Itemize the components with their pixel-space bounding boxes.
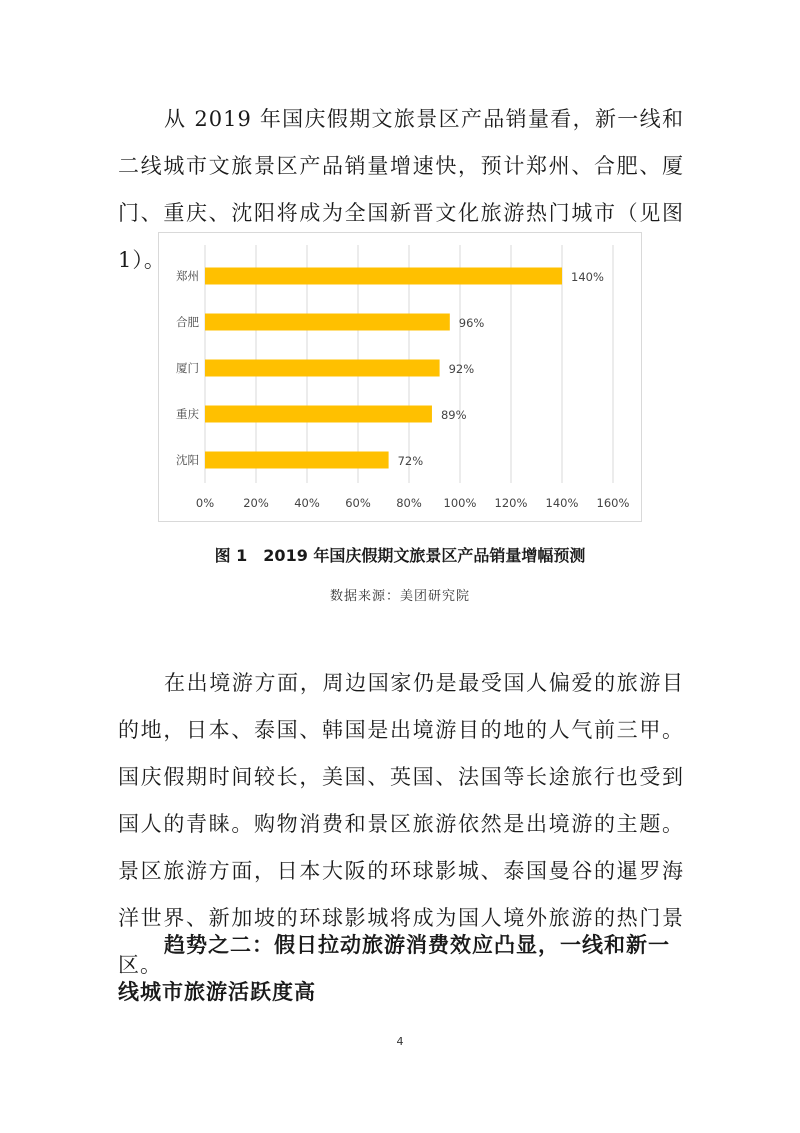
x-tick-label: 120% [494,496,528,510]
x-tick-label: 140% [545,496,579,510]
bar [205,406,432,423]
figure-caption: 图 1 2019 年国庆假期文旅景区产品销量增幅预测 [214,546,586,565]
category-label: 沈阳 [176,453,199,467]
data-label: 92% [448,362,475,376]
x-tick-label: 160% [596,496,630,510]
section-heading: 趋势之二：假日拉动旅游消费效应凸显，一线和新一线城市旅游活跃度高 [118,933,670,1004]
data-label: 140% [571,270,604,284]
data-label: 72% [397,454,424,468]
bar [205,314,450,331]
bar [205,268,562,285]
x-tick-label: 80% [396,496,422,510]
outbound-travel-paragraph: 在出境游方面，周边国家仍是最受国人偏爱的旅游目的地，日本、泰国、韩国是出境游目的地的人气前三甲。国庆假期时间较长，美国、英国、法国等长途旅行也受到国人的青睐。购物消费和景区旅游依然是出境游的主题。景区旅游方面，日本大阪的环球影城、泰国曼谷的暹罗海洋世界、新加坡的环球影城将成为国人境外旅游的热门景区。 [118,671,684,977]
figure-source: 数据来源：美团研究院 [329,589,470,604]
category-label: 合肥 [176,315,199,329]
bar-chart [158,232,642,522]
category-label: 重庆 [176,407,199,421]
x-tick-label: 100% [443,496,477,510]
bar [205,452,389,469]
x-tick-label: 0% [195,496,215,510]
bar-chart-canvas [159,233,643,523]
data-label: 96% [458,316,485,330]
x-tick-label: 20% [243,496,269,510]
bar [205,360,440,377]
category-label: 郑州 [176,269,199,283]
data-label: 89% [440,408,467,422]
x-tick-label: 40% [294,496,320,510]
x-tick-label: 60% [345,496,371,510]
category-label: 厦门 [176,361,199,375]
page-number: 4 [396,1035,404,1048]
intro-paragraph: 从 2019 年国庆假期文旅景区产品销量看，新一线和二线城市文旅景区产品销量增速快，预计郑州、合肥、厦门、重庆、沈阳将成为全国新晋文化旅游热门城市（见图 1）。 [118,107,684,272]
